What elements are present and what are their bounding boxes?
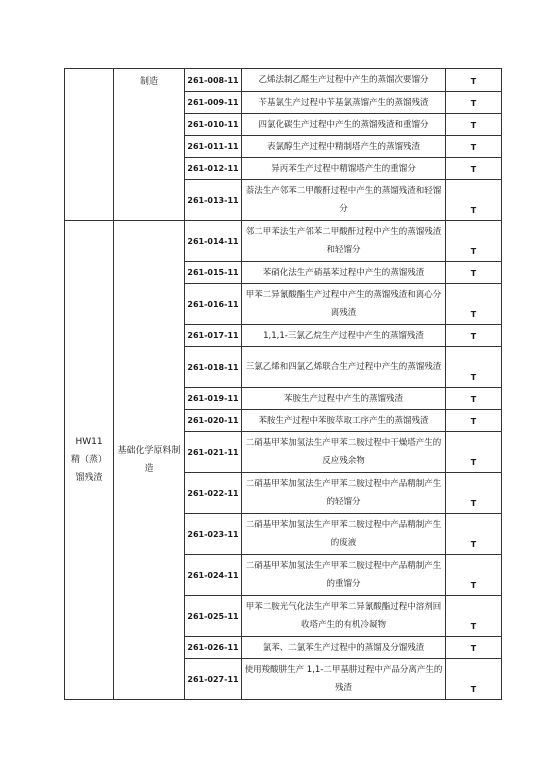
waste-description: 异丙苯生产过程中精馏塔产生的重馏分 <box>242 158 446 180</box>
hazard-characteristic: T <box>446 659 502 700</box>
waste-description: 乙烯法制乙醛生产过程中产生的蒸馏次要馏分 <box>242 69 446 92</box>
waste-description: 四氯化碳生产过程中产生的蒸馏残渣和重馏分 <box>242 114 446 136</box>
waste-code: 261-008-11 <box>185 69 242 92</box>
hazard-characteristic: T <box>446 325 502 347</box>
category-code: HW11 <box>75 437 103 447</box>
industry-cell-top: 制造 <box>114 69 185 221</box>
waste-description: 表氯醇生产过程中精制塔产生的蒸馏残渣 <box>242 136 446 158</box>
hazard-characteristic: T <box>446 473 502 514</box>
hazard-characteristic: T <box>446 555 502 596</box>
waste-description: 二硝基甲苯加氢法生产甲苯二胺过程中产品精制产生的废液 <box>242 514 446 555</box>
hazard-characteristic: T <box>446 136 502 158</box>
waste-description: 二硝基甲苯加氢法生产甲苯二胺过程中产品精制产生的重馏分 <box>242 555 446 596</box>
waste-code: 261-009-11 <box>185 92 242 114</box>
hazard-characteristic: T <box>446 69 502 92</box>
waste-description: 苯胺生产过程中产生的蒸馏残渣 <box>242 388 446 410</box>
waste-code: 261-014-11 <box>185 221 242 262</box>
hazard-characteristic: T <box>446 514 502 555</box>
hazard-characteristic: T <box>446 432 502 473</box>
waste-description: 邻二甲苯法生产邻苯二甲酸酐过程中产生的蒸馏残渣和轻馏分 <box>242 221 446 262</box>
waste-code: 261-024-11 <box>185 555 242 596</box>
waste-table <box>64 68 502 700</box>
hazard-characteristic: T <box>446 92 502 114</box>
table-row <box>65 221 502 262</box>
waste-description: 氯苯、二氯苯生产过程中的蒸馏及分馏残渣 <box>242 637 446 659</box>
waste-description: 三氯乙烯和四氯乙烯联合生产过程中产生的蒸馏残渣 <box>242 347 446 388</box>
waste-description: 1,1,1-三氯乙烷生产过程中产生的蒸馏残渣 <box>242 325 446 347</box>
industry-name: 基础化学原料制造 <box>117 446 181 474</box>
waste-code: 261-015-11 <box>185 262 242 284</box>
table-row <box>65 69 502 92</box>
industry-cell <box>114 221 185 700</box>
waste-description: 苯胺生产过程中苯胺萃取工序产生的蒸馏残渣 <box>242 410 446 432</box>
waste-description: 苯硝化法生产硝基苯过程中产生的蒸馏残渣 <box>242 262 446 284</box>
waste-code: 261-023-11 <box>185 514 242 555</box>
waste-code: 261-011-11 <box>185 136 242 158</box>
waste-description: 苄基氯生产过程中苄基氯蒸馏产生的蒸馏残渣 <box>242 92 446 114</box>
waste-code: 261-010-11 <box>185 114 242 136</box>
hazard-characteristic: T <box>446 221 502 262</box>
hazard-characteristic: T <box>446 158 502 180</box>
hazard-characteristic: T <box>446 410 502 432</box>
hazard-characteristic: T <box>446 388 502 410</box>
waste-code: 261-013-11 <box>185 180 242 221</box>
hazard-characteristic: T <box>446 262 502 284</box>
waste-code: 261-027-11 <box>185 659 242 700</box>
waste-description: 使用羧酸肼生产 1,1-二甲基肼过程中产品分离产生的残渣 <box>242 659 446 700</box>
waste-description: 二硝基甲苯加氢法生产甲苯二胺过程中产品精制产生的轻馏分 <box>242 473 446 514</box>
waste-code: 261-019-11 <box>185 388 242 410</box>
waste-description: 萘法生产邻苯二甲酸酐过程中产生的蒸馏残渣和轻馏分 <box>242 180 446 221</box>
category-name: 精（蒸）馏残渣 <box>71 455 108 483</box>
waste-description: 甲苯二胺光气化法生产甲苯二异氰酸酯过程中溶剂回收塔产生的有机冷凝物 <box>242 596 446 637</box>
waste-code: 261-016-11 <box>185 284 242 325</box>
category-cell <box>65 221 114 700</box>
hazard-characteristic: T <box>446 347 502 388</box>
hazard-characteristic: T <box>446 114 502 136</box>
waste-code: 261-025-11 <box>185 596 242 637</box>
waste-code: 261-026-11 <box>185 637 242 659</box>
waste-code: 261-018-11 <box>185 347 242 388</box>
waste-code: 261-021-11 <box>185 432 242 473</box>
waste-code: 261-020-11 <box>185 410 242 432</box>
hazard-characteristic: T <box>446 596 502 637</box>
hazard-characteristic: T <box>446 284 502 325</box>
hazard-characteristic: T <box>446 180 502 221</box>
category-cell-prev <box>65 69 114 221</box>
hazard-characteristic: T <box>446 637 502 659</box>
waste-description: 甲苯二异氰酸酯生产过程中产生的蒸馏残渣和离心分离残渣 <box>242 284 446 325</box>
waste-code: 261-022-11 <box>185 473 242 514</box>
waste-code: 261-017-11 <box>185 325 242 347</box>
waste-description: 二硝基甲苯加氢法生产甲苯二胺过程中干燥塔产生的反应残余物 <box>242 432 446 473</box>
waste-code: 261-012-11 <box>185 158 242 180</box>
